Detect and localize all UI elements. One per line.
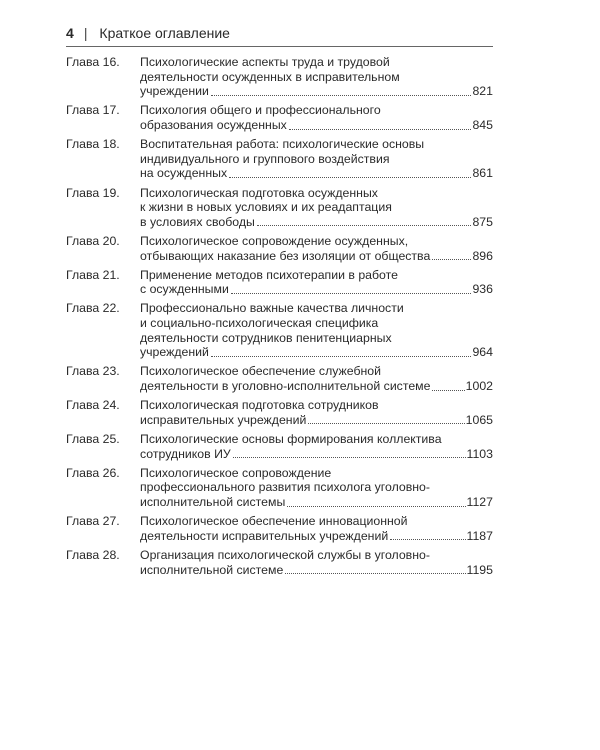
chapter-title-line: на осужденных bbox=[140, 166, 228, 181]
toc-entry bbox=[66, 466, 493, 510]
chapter-number: Глава 23. bbox=[66, 364, 120, 379]
dot-leader bbox=[233, 457, 466, 458]
toc-entry bbox=[66, 398, 493, 427]
chapter-title-last-line bbox=[140, 84, 493, 99]
chapter-title-line: деятельности исправительных учреждений bbox=[140, 528, 389, 543]
chapter-number: Глава 21. bbox=[66, 267, 120, 282]
chapter-title-line: Организация психологической службы в уголовно- bbox=[140, 547, 430, 562]
dot-leader bbox=[432, 390, 464, 391]
dot-leader bbox=[390, 539, 465, 540]
chapter-title-last-line bbox=[140, 495, 493, 510]
chapter-title-line: к жизни в новых условиях и их реадаптация bbox=[140, 200, 392, 215]
chapter-title-line: и социально-психологическая специфика bbox=[140, 316, 379, 331]
toc-entry bbox=[66, 137, 493, 181]
chapter-title-line: Психологическая подготовка осужденных bbox=[140, 185, 378, 200]
chapter-title-line: Воспитательная работа: психологические основы bbox=[140, 137, 425, 152]
chapter-title-line: Психология общего и профессионального bbox=[140, 103, 381, 118]
chapter-number: Глава 27. bbox=[66, 514, 120, 529]
chapter-title-last-line bbox=[140, 413, 493, 428]
chapter-title-line: Психологические аспекты труда и трудовой bbox=[140, 55, 390, 69]
toc-entry bbox=[66, 301, 493, 359]
chapter-number: Глава 26. bbox=[66, 465, 120, 480]
table-of-contents bbox=[66, 55, 493, 582]
chapter-number: Глава 19. bbox=[66, 185, 120, 200]
chapter-title-last-line bbox=[140, 118, 493, 133]
toc-entry bbox=[66, 514, 493, 543]
chapter-title-line: Психологическое обеспечение служебной bbox=[140, 364, 382, 379]
toc-entry bbox=[66, 103, 493, 132]
chapter-title-line: Психологическое сопровождение осужденных, bbox=[140, 233, 409, 248]
toc-entry bbox=[66, 186, 493, 230]
chapter-title-line: исполнительной системе bbox=[140, 562, 284, 577]
dot-leader bbox=[308, 423, 464, 424]
chapter-number: Глава 28. bbox=[66, 547, 120, 562]
dot-leader bbox=[211, 95, 472, 96]
chapter-title-line: деятельности сотрудников пенитенциарных bbox=[140, 330, 392, 345]
chapter-title-last-line bbox=[140, 345, 493, 360]
chapter-title-line: индивидуального и группового воздействия bbox=[140, 151, 390, 166]
page-reference: 821 bbox=[472, 84, 493, 99]
dot-leader bbox=[289, 129, 472, 130]
chapter-title-last-line bbox=[140, 447, 493, 462]
chapter-number: Глава 17. bbox=[66, 103, 120, 118]
chapter-title-line: профессионального развития психолога уголовно- bbox=[140, 480, 430, 495]
chapter-title-line: Применение методов психотерапии в работе bbox=[140, 267, 398, 282]
chapter-number: Глава 20. bbox=[66, 233, 120, 248]
toc-entry bbox=[66, 432, 493, 461]
chapter-title-line: с осужденными bbox=[140, 282, 229, 297]
chapter-title-last-line bbox=[140, 166, 493, 181]
chapter-title-line: деятельности в уголовно-исполнительной системе bbox=[140, 379, 431, 394]
toc-entry bbox=[66, 234, 493, 263]
page-reference: 964 bbox=[472, 345, 493, 360]
header-rule bbox=[66, 46, 493, 47]
page-reference: 1103 bbox=[466, 446, 493, 461]
toc-entry bbox=[66, 548, 493, 577]
page-reference: 896 bbox=[472, 248, 493, 263]
chapter-title-last-line bbox=[140, 563, 493, 578]
chapter-number: Глава 16. bbox=[66, 55, 120, 69]
dot-leader bbox=[432, 259, 471, 260]
chapter-number: Глава 22. bbox=[66, 301, 120, 316]
chapter-title-line: Психологические основы формирования коллектива bbox=[140, 432, 442, 446]
chapter-title-line: Психологическая подготовка сотрудников bbox=[140, 398, 379, 413]
page-reference: 1065 bbox=[465, 412, 493, 427]
chapter-title-line: в условиях свободы bbox=[140, 214, 255, 229]
running-header bbox=[66, 25, 491, 41]
chapter-title-line: учреждений bbox=[140, 345, 209, 360]
page-reference: 1127 bbox=[466, 494, 493, 509]
chapter-title-last-line bbox=[140, 529, 493, 544]
chapter-title-line: отбывающих наказание без изоляции от общества bbox=[140, 248, 431, 263]
page-reference: 875 bbox=[472, 214, 493, 229]
chapter-title-line: исправительных учреждений bbox=[140, 412, 307, 427]
chapter-number: Глава 18. bbox=[66, 137, 120, 152]
chapter-number: Глава 24. bbox=[66, 398, 120, 413]
dot-leader bbox=[231, 293, 472, 294]
chapter-title-line: Психологическое сопровождение bbox=[140, 465, 332, 480]
dot-leader bbox=[257, 225, 472, 226]
chapter-title-last-line bbox=[140, 249, 493, 264]
page-reference: 1002 bbox=[465, 379, 493, 394]
dot-leader bbox=[229, 177, 471, 178]
chapter-title-line: Профессионально важные качества личности bbox=[140, 301, 404, 316]
page-reference: 861 bbox=[472, 166, 493, 181]
dot-leader bbox=[211, 356, 472, 357]
page-reference: 845 bbox=[472, 117, 493, 132]
chapter-title-line: деятельности осужденных в исправительном bbox=[140, 69, 400, 84]
toc-entry bbox=[66, 268, 493, 297]
toc-entry bbox=[66, 364, 493, 393]
dot-leader bbox=[285, 573, 465, 574]
page-reference: 936 bbox=[472, 282, 493, 297]
chapter-title-line: учреждении bbox=[140, 84, 209, 99]
header-separator: | bbox=[83, 25, 88, 41]
chapter-title-line: сотрудников ИУ bbox=[140, 446, 231, 461]
chapter-title-last-line bbox=[140, 379, 493, 394]
toc-entry bbox=[66, 55, 493, 99]
chapter-title-line: образования осужденных bbox=[140, 117, 287, 132]
dot-leader bbox=[287, 506, 465, 507]
chapter-title-last-line bbox=[140, 215, 493, 230]
page-number: 4 bbox=[66, 25, 74, 41]
chapter-title-line: Психологическое обеспечение инновационной bbox=[140, 514, 408, 529]
page-reference: 1187 bbox=[466, 528, 493, 543]
chapter-title-last-line bbox=[140, 282, 493, 297]
page-reference: 1195 bbox=[466, 562, 493, 577]
chapter-title-line: исполнительной системы bbox=[140, 494, 286, 509]
chapter-number: Глава 25. bbox=[66, 432, 120, 446]
header-title: Краткое оглавление bbox=[99, 25, 230, 41]
